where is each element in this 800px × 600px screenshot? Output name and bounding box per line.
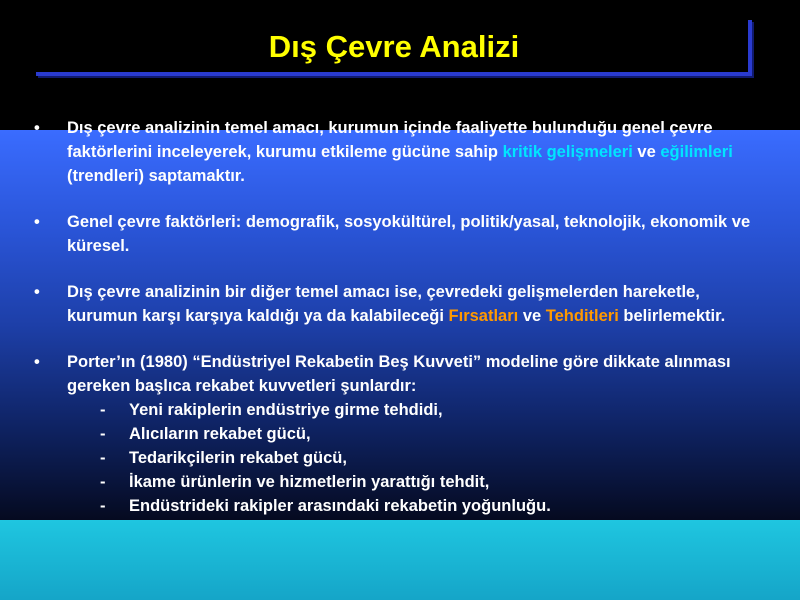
- bullet-1-text-a: Dış çevre analizinin temel amacı, kurumun içinde faaliyette bulunduğu genel çevre faktörlerini inceleyerek, kurumu etkileme gücüne sahip: [67, 119, 713, 161]
- slide-title: Dış Çevre Analizi: [268, 29, 520, 64]
- force-item: [34, 422, 774, 446]
- force-item-text: Tedarikçilerin rekabet gücü,: [129, 449, 347, 467]
- force-item: [34, 470, 774, 494]
- dash-symbol: -: [100, 473, 106, 491]
- background-bottom-band: [0, 520, 800, 600]
- slide-content: [34, 116, 774, 518]
- force-item-text: Yeni rakiplerin endüstriye girme tehdidi,: [129, 401, 443, 419]
- bullet-1-text-b: ve: [632, 143, 661, 161]
- bullet-3-text-b: ve: [518, 307, 546, 325]
- bullet-3: [34, 280, 774, 328]
- bullet-2-text: Genel çevre faktörleri: demografik, sosyokültürel, politik/yasal, teknolojik, ekonomik ve küresel.: [67, 213, 751, 255]
- bullet-4-text: Porter’ın (1980) “Endüstriyel Rekabetin Beş Kuvveti” modeline göre dikkate alınması gereken başlıca rekabet kuvvetleri şunlardır:: [67, 353, 731, 395]
- force-item: [34, 398, 774, 422]
- bullet-3-text-c: belirlemektir.: [618, 307, 726, 325]
- bullet-2: [34, 210, 774, 258]
- highlight-egilimleri: eğilimleri: [660, 143, 733, 161]
- bullet-symbol: •: [34, 119, 40, 137]
- dash-symbol: -: [100, 497, 106, 515]
- force-item-text: İkame ürünlerin ve hizmetlerin yarattığı tehdit,: [129, 473, 490, 491]
- dash-symbol: -: [100, 425, 106, 443]
- highlight-kritik-gelismeleri: kritik gelişmeleri: [502, 143, 633, 161]
- title-underline: [36, 72, 752, 76]
- bullet-1-text-c: (trendleri) saptamaktır.: [67, 167, 245, 185]
- highlight-firsatlari: Fırsatları: [448, 307, 519, 325]
- force-item-text: Alıcıların rekabet gücü,: [129, 425, 311, 443]
- dash-symbol: -: [100, 449, 106, 467]
- force-item: [34, 446, 774, 470]
- highlight-tehditleri: Tehditleri: [545, 307, 619, 325]
- bullet-symbol: •: [34, 213, 40, 231]
- bullet-symbol: •: [34, 283, 40, 301]
- force-item-text: Endüstrideki rakipler arasındaki rekabetin yoğunluğu.: [129, 497, 551, 515]
- bullet-1: [34, 116, 774, 188]
- dash-symbol: -: [100, 401, 106, 419]
- bullet-3-text-a: Dış çevre analizinin bir diğer temel amacı ise, çevredeki gelişmelerden hareketle, kurumun karşı karşıya kaldığı ya da kalabileceği: [67, 283, 700, 325]
- bullet-4: [34, 350, 774, 398]
- force-item: [34, 494, 774, 518]
- bullet-symbol: •: [34, 353, 40, 371]
